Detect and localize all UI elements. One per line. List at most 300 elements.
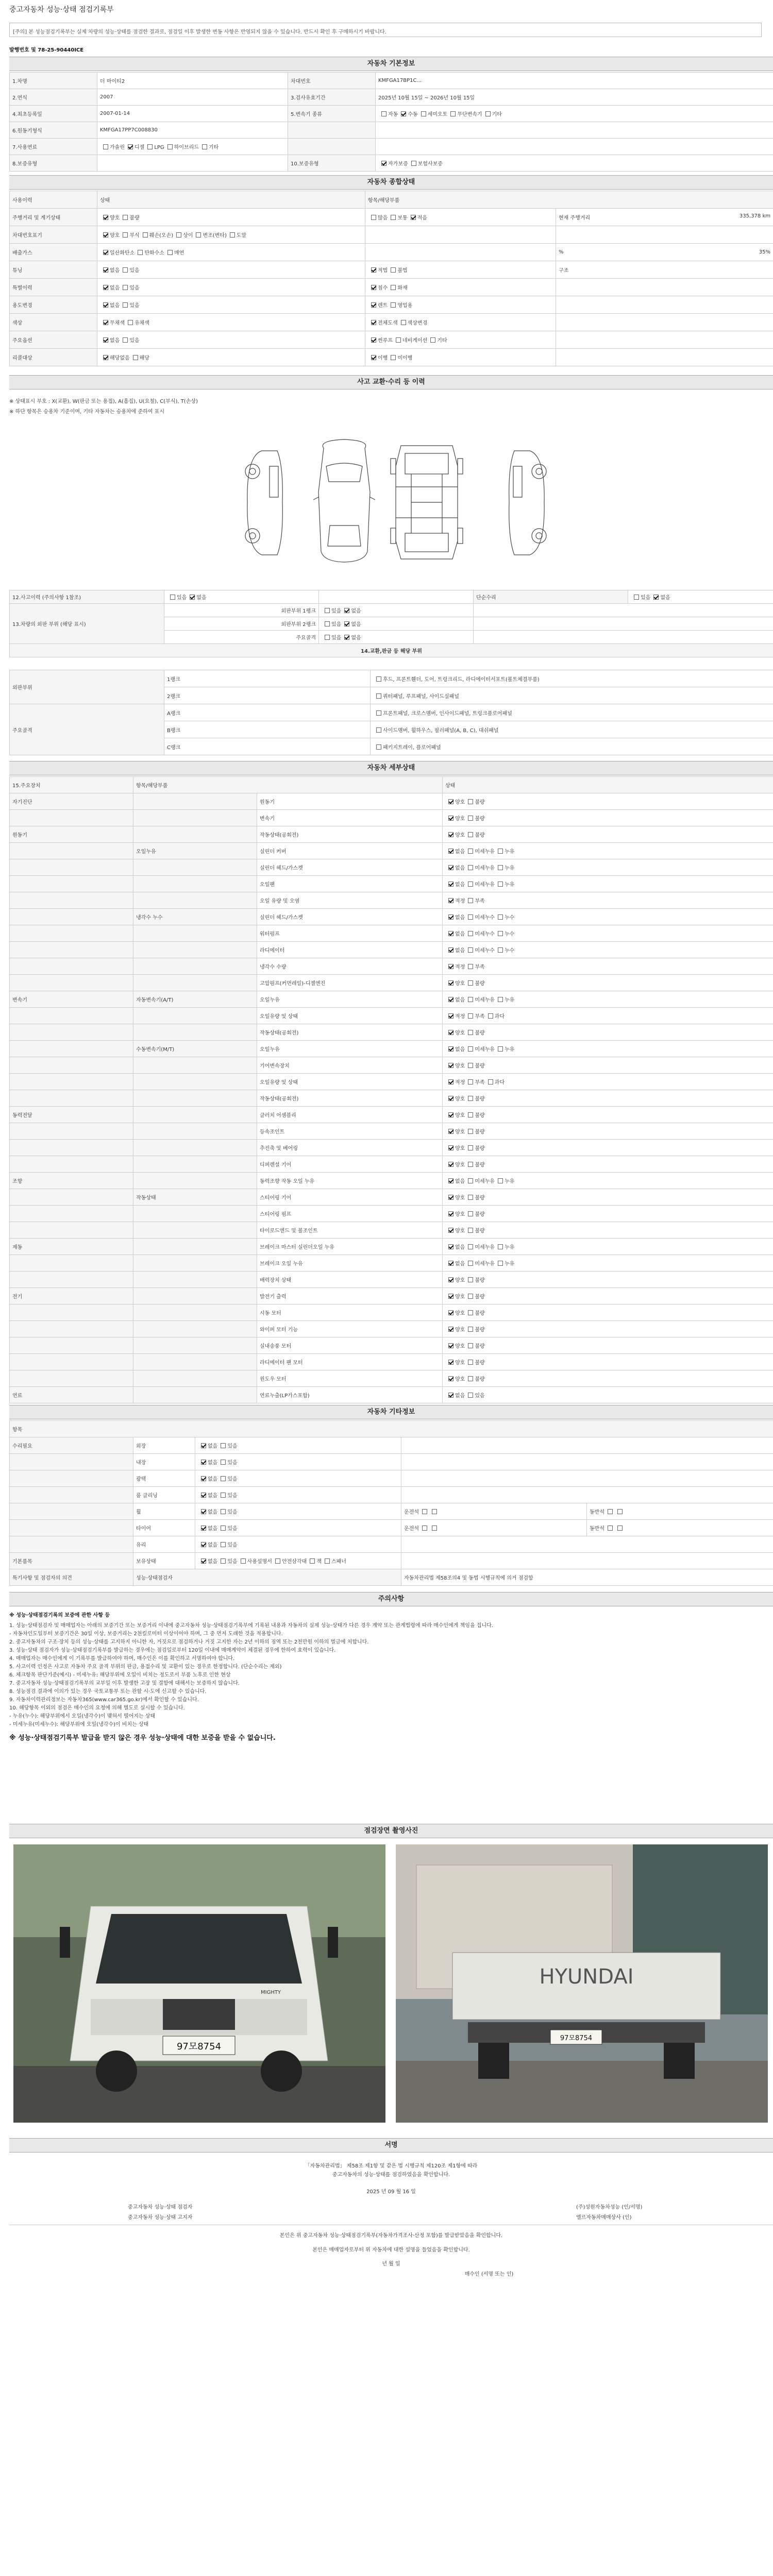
- option-label: 썬루프: [378, 338, 393, 344]
- checkbox: [468, 1343, 473, 1348]
- basic-value2: [376, 139, 773, 155]
- option-label: 없음: [455, 948, 465, 954]
- detail-group: [10, 1255, 133, 1272]
- detail-sub: [133, 1090, 257, 1107]
- checkbox: [123, 215, 128, 220]
- detail-item: 작동상태(공회전): [257, 826, 443, 843]
- detail-group: [10, 1304, 133, 1321]
- detail-row: [10, 1272, 773, 1288]
- detail-sub: [133, 1321, 257, 1337]
- option-label: 불량: [475, 1146, 485, 1151]
- parts-items: 패키지트레이, 플로어패널: [383, 744, 441, 751]
- detail-sub: 오일누유: [133, 843, 257, 859]
- col-head: 상태: [443, 777, 773, 793]
- checkbox: [488, 1013, 493, 1019]
- checkbox: [498, 1244, 503, 1249]
- option-label: 보험사보증: [417, 161, 443, 167]
- option-label: 불량: [475, 1294, 485, 1300]
- option-label: 없음: [208, 1477, 218, 1482]
- checkbox-checked: [103, 215, 108, 220]
- detail-row: [10, 810, 773, 826]
- other-item: 내장: [133, 1454, 195, 1470]
- rank-label: 외판부위 2랭크: [164, 617, 319, 631]
- detail-row: [10, 1387, 773, 1403]
- checkbox-checked: [201, 1558, 206, 1564]
- option-label: 없음: [110, 303, 120, 309]
- detail-item: 오일 유량 및 오염: [257, 892, 443, 909]
- basic-value: 2007: [97, 89, 288, 106]
- detail-item: 시동 모터: [257, 1304, 443, 1321]
- option-label: 없음: [455, 1179, 465, 1184]
- option-label: 침수: [378, 285, 388, 291]
- detail-row: [10, 1123, 773, 1140]
- detail-item: 클러치 어셈블리: [257, 1107, 443, 1123]
- option-label: 없음: [208, 1460, 218, 1466]
- checkbox: [468, 799, 473, 804]
- detail-sub: [133, 1272, 257, 1288]
- detail-sub: [133, 1255, 257, 1272]
- detail-sub: [133, 859, 257, 876]
- option-label: 도말: [236, 233, 247, 239]
- checkbox-checked: [448, 799, 453, 804]
- option-label: 과다: [494, 1080, 505, 1086]
- other-item: 외장: [133, 1437, 195, 1454]
- checkbox: [468, 1178, 473, 1183]
- detail-group: 자기진단: [10, 793, 133, 810]
- checkbox: [401, 320, 406, 325]
- option-label: 양호: [110, 215, 120, 221]
- option-label: 색상변경: [407, 320, 428, 326]
- option-label: 적정: [455, 1014, 465, 1020]
- option-label: 없음: [208, 1510, 218, 1515]
- checkbox: [468, 947, 473, 953]
- option-label: 없음: [455, 866, 465, 871]
- option-label: 안전삼각대: [281, 1559, 307, 1565]
- option-label: LPG: [154, 145, 164, 150]
- option-label: 이행: [378, 355, 388, 361]
- option-label: 미세누수: [475, 931, 495, 937]
- checkbox: [391, 302, 396, 308]
- checkbox-checked: [448, 1030, 453, 1035]
- checkbox-checked: [190, 595, 195, 600]
- other-item: 보유상태: [133, 1553, 195, 1569]
- detail-row: [10, 1288, 773, 1304]
- basic-value: 더 마이티2: [97, 73, 288, 89]
- detail-sub: [133, 892, 257, 909]
- checkbox: [376, 693, 381, 699]
- opinion-label2: 성능·상태점검자: [133, 1569, 401, 1586]
- detail-group: [10, 942, 133, 958]
- general-right-label: %: [559, 249, 564, 255]
- general-row: [10, 349, 773, 366]
- front-plate: 97모8754: [176, 2041, 222, 2052]
- option-label: 없음: [208, 1526, 218, 1532]
- option-label: 하이브리드: [174, 145, 199, 150]
- checkbox: [371, 215, 376, 220]
- checkbox: [617, 1509, 623, 1514]
- detail-row: [10, 1337, 773, 1354]
- photo-rear: [396, 1844, 768, 2123]
- checkbox-checked: [448, 1145, 453, 1150]
- checkbox: [221, 1526, 226, 1531]
- basic-value: 2007-01-14: [97, 106, 288, 122]
- exterior-parts-label: 13.차량의 외판 부위 (해당 표시): [10, 604, 164, 644]
- checkbox: [422, 1509, 427, 1514]
- option-label: 해당: [139, 355, 149, 361]
- option-label: 사용설명서: [247, 1559, 272, 1565]
- detail-group: [10, 843, 133, 859]
- option-label: 있음: [227, 1559, 238, 1565]
- buyer-signature: 매수인 (서명 또는 인): [464, 2272, 514, 2277]
- col-head: 항목: [10, 1421, 773, 1437]
- option-label: 과다: [494, 1014, 505, 1020]
- checkbox-checked: [201, 1509, 206, 1514]
- checkbox: [376, 744, 381, 750]
- option-label: 기타: [208, 145, 219, 150]
- checkbox-checked: [448, 947, 453, 953]
- detail-group: [10, 810, 133, 826]
- detail-row: [10, 1173, 773, 1189]
- option-label: 불법: [397, 268, 408, 274]
- checkbox: [468, 1145, 473, 1150]
- basic-label2: [288, 139, 376, 155]
- basic-row: [10, 155, 773, 172]
- option-label: 미세누유: [475, 882, 495, 888]
- option-label: 변조(변타): [203, 233, 227, 239]
- checkbox: [138, 250, 143, 255]
- caution-line: 5. 사고이력 인정은 사고로 자동차 주요 골격 부위의 판금, 용접수리 및 교환이 있는 경우로 한정합니다. (단순수리는 제외): [9, 1664, 282, 1670]
- option-label: 누유: [504, 882, 515, 888]
- checkbox: [468, 1195, 473, 1200]
- other-row: [10, 1487, 773, 1503]
- sign-statement-2: 중고자동차의 성능·상태를 점검하였음을 확인합니다.: [332, 2172, 450, 2178]
- option-label: 있음: [227, 1477, 238, 1482]
- checkbox: [498, 1178, 503, 1183]
- detail-sub: [133, 1173, 257, 1189]
- basic-label: 6.원동기형식: [10, 122, 97, 139]
- detail-group: [10, 1074, 133, 1090]
- option-label: 미세누유: [475, 1261, 495, 1267]
- checkbox: [468, 1360, 473, 1365]
- detail-item: 기어변속장치: [257, 1057, 443, 1074]
- option-label: 미이행: [397, 355, 413, 361]
- option-label: 불량: [475, 1212, 485, 1217]
- detail-item: 디퍼렌셜 기어: [257, 1156, 443, 1173]
- detail-group: 원동기: [10, 826, 133, 843]
- general-right-value: 35%: [759, 249, 770, 255]
- checkbox-checked: [448, 832, 453, 837]
- parts-row: [10, 704, 773, 721]
- simple-repair-options: 있음 없음: [628, 590, 773, 604]
- detail-group: 변속기: [10, 991, 133, 1008]
- other-group: [10, 1503, 133, 1520]
- general-status-table: [9, 191, 773, 366]
- front-badge: MIGHTY: [261, 1990, 281, 1995]
- detail-group: [10, 1008, 133, 1024]
- detail-sub: [133, 1370, 257, 1387]
- option-label: 없음: [110, 268, 120, 274]
- detail-group: [10, 1206, 133, 1222]
- detail-group: 조향: [10, 1173, 133, 1189]
- option-label: 양호: [455, 1311, 465, 1316]
- checkbox-checked: [448, 1079, 453, 1084]
- option-label: 양호: [455, 816, 465, 822]
- checkbox-checked: [448, 1228, 453, 1233]
- parts-items: 프론트패널, 크로스멤버, 인사이드패널, 트렁크플로어패널: [383, 710, 512, 717]
- detail-row: [10, 859, 773, 876]
- option-label: 기타: [437, 338, 447, 344]
- detail-item: 오일누유: [257, 1041, 443, 1057]
- checkbox: [498, 865, 503, 870]
- caution-line: 1. 성능·상태점검자 및 매매업자는 아래의 보증기간 또는 보증거리 이내에 중고자동차 성능·상태점검기록부에 기록된 내용과 자동차의 실제 성능·상태가 다른 경우 계약 또는 관계법령에 따라 매수인에게 책임을 집니다.: [9, 1623, 493, 1629]
- option-label: 세미오토: [427, 112, 448, 117]
- option-label: 양호: [455, 1030, 465, 1036]
- section-detailed-status: 자동차 세부상태: [9, 761, 773, 775]
- checkbox: [608, 1526, 613, 1531]
- caution-line: - 미세누유(미세누수): 해당부위에 오일(냉각수)이 비치는 상태: [9, 1722, 149, 1727]
- option-label: 매연: [174, 250, 184, 256]
- checkbox-checked: [103, 302, 108, 308]
- detail-row: [10, 1304, 773, 1321]
- parts-rank: 2랭크: [164, 687, 371, 704]
- checkbox: [391, 355, 396, 360]
- detail-item: 라디에이터 팬 모터: [257, 1354, 443, 1370]
- option-label: 불량: [475, 816, 485, 822]
- checkbox: [617, 1526, 623, 1531]
- checkbox: [123, 285, 128, 290]
- option-label: 없음: [110, 285, 120, 291]
- option-label: 불량: [475, 1113, 485, 1118]
- detail-row: [10, 1140, 773, 1156]
- checkbox-checked: [448, 849, 453, 854]
- document-number: 발행번호 및 78-25-90440ICE: [9, 47, 84, 53]
- checkbox: [230, 232, 235, 238]
- checkbox: [498, 914, 503, 920]
- checkbox-checked: [103, 267, 108, 273]
- checkbox: [498, 882, 503, 887]
- notice-box: [주의] 본 성능점검기록부는 실제 차량의 성능·상태를 점검한 결과로, 점검일 이후 발생한 변동 사항은 반영되지 않을 수 있습니다. 반드시 확인 후 구매하시기 바랍니다.: [9, 23, 762, 37]
- checkbox: [468, 964, 473, 969]
- section-other-info: 자동차 기타정보: [9, 1405, 773, 1419]
- option-label: 있음: [227, 1543, 238, 1548]
- checkbox: [196, 232, 201, 238]
- checkbox: [432, 1509, 437, 1514]
- general-label: 주행거리 및 계기상태: [10, 209, 97, 226]
- checkbox: [325, 1558, 330, 1564]
- checkbox: [498, 947, 503, 953]
- other-item: 룸 클리닝: [133, 1487, 195, 1503]
- other-row: [10, 1553, 773, 1569]
- detail-item: 배력장치 상태: [257, 1272, 443, 1288]
- detail-row: [10, 793, 773, 810]
- checkbox: [468, 816, 473, 821]
- checkbox: [485, 111, 491, 116]
- checkbox: [468, 997, 473, 1002]
- option-label: 미세누유: [475, 1047, 495, 1053]
- rank-label: 주요골격: [164, 631, 319, 644]
- detail-group: [10, 1123, 133, 1140]
- checkbox: [468, 1277, 473, 1282]
- checkbox: [608, 1509, 613, 1514]
- checkbox: [221, 1558, 226, 1564]
- option-label: 있음: [129, 268, 140, 274]
- general-label: 색상: [10, 314, 97, 331]
- detail-sub: 냉각수 누수: [133, 909, 257, 925]
- option-label: 없음: [455, 882, 465, 888]
- option-label: 누유: [504, 997, 515, 1003]
- checkbox-checked: [371, 302, 376, 308]
- checkbox-checked: [448, 1360, 453, 1365]
- option-label: 적정: [455, 899, 465, 904]
- other-item: 유리: [133, 1536, 195, 1553]
- general-label: 용도변경: [10, 296, 97, 314]
- option-label: 누수: [504, 931, 515, 937]
- checkbox-checked: [448, 1046, 453, 1052]
- cautions-heading: ※ 성능·상태점검기록의 보증에 관한 사항 등: [9, 1613, 110, 1618]
- checkbox: [310, 1558, 315, 1564]
- parts-rank: A랭크: [164, 704, 371, 721]
- checkbox-checked: [448, 1112, 453, 1117]
- other-row: [10, 1437, 773, 1454]
- detail-row: [10, 1255, 773, 1272]
- detailed-status-table: [9, 776, 773, 1403]
- detail-item: 워터펌프: [257, 925, 443, 942]
- checkbox-checked: [448, 1195, 453, 1200]
- option-label: 수동: [408, 112, 418, 117]
- option-label: 양호: [455, 1278, 465, 1283]
- option-label: 불량: [475, 1162, 485, 1168]
- notifier-name: 엘르자동차매매상사 (인): [576, 2215, 632, 2221]
- basic-label: 2.연식: [10, 89, 97, 106]
- checkbox: [103, 144, 108, 149]
- checkbox-checked: [448, 1327, 453, 1332]
- option-label: 누유: [504, 849, 515, 855]
- checkbox-checked: [201, 1542, 206, 1547]
- other-row: [10, 1503, 773, 1520]
- general-row: [10, 314, 773, 331]
- other-row: [10, 1520, 773, 1536]
- option-label: 누유: [504, 1261, 515, 1267]
- option-label: 가솔린: [110, 145, 125, 150]
- checkbox: [123, 267, 128, 273]
- option-label: 미세누유: [475, 866, 495, 871]
- checkbox: [432, 1526, 437, 1531]
- option-label: 있음: [227, 1493, 238, 1499]
- checkbox-checked: [448, 1063, 453, 1068]
- basic-row: [10, 106, 773, 122]
- checkbox: [391, 285, 396, 290]
- simple-repair-label: 단순수리: [474, 590, 628, 604]
- detail-row: [10, 1057, 773, 1074]
- basic-info-table: [9, 72, 773, 172]
- checkbox: [498, 849, 503, 854]
- checkbox-checked: [381, 161, 386, 166]
- checkbox: [468, 1046, 473, 1052]
- receipt-statement-1: 본인은 위 중고자동차 성능·상태점검기록부(자동차가격조사·산정 포함)를 발급받았음을 확인합니다.: [279, 2233, 503, 2239]
- basic-row: [10, 122, 773, 139]
- opinion-label: 특기사항 및 점검자의 의견: [10, 1569, 133, 1586]
- detail-item: 원동기: [257, 793, 443, 810]
- option-label: 없음: [455, 849, 465, 855]
- basic-row: [10, 73, 773, 89]
- other-group: [10, 1487, 133, 1503]
- accident-legend-2: ※ 하단 항목은 승용차 기준이며, 기타 자동차는 승용차에 준하여 표시: [9, 409, 164, 415]
- inspection-document: [9, 0, 773, 2576]
- option-label: 양호: [455, 1096, 465, 1102]
- checkbox: [498, 1046, 503, 1052]
- checkbox-checked: [448, 1096, 453, 1101]
- general-row: [10, 244, 773, 261]
- detail-sub: [133, 793, 257, 810]
- detail-sub: [133, 975, 257, 991]
- parts-rank: B랭크: [164, 721, 371, 738]
- checkbox-checked: [103, 355, 108, 360]
- option-label: 있음: [227, 1526, 238, 1532]
- option-label: 누유: [504, 1047, 515, 1053]
- checkbox: [133, 355, 138, 360]
- detail-sub: 작동상태: [133, 1189, 257, 1206]
- option-label: 불량: [475, 1063, 485, 1069]
- detail-item: 고압펌프(커먼레일)-디젤엔진: [257, 975, 443, 991]
- checkbox-checked: [448, 997, 453, 1002]
- detail-item: 연료누출(LP가스포함): [257, 1387, 443, 1403]
- caution-line: 2. 중고자동차의 구조·장치 등의 성능·상태를 고지하지 아니한 자, 거짓으로 점검하거나 거짓 고지한 자는 2년 이하의 징역 또는 2천만원 이하의 벌금에 처합니다.: [9, 1639, 369, 1645]
- detail-sub: [133, 1222, 257, 1239]
- underbody-view: [391, 446, 463, 559]
- option-label: 기타: [492, 112, 502, 117]
- checkbox-checked: [344, 608, 349, 613]
- detail-item: 실린더 커버: [257, 843, 443, 859]
- option-label: 상이: [183, 233, 193, 239]
- checkbox-checked: [448, 898, 453, 903]
- option-label: 불량: [475, 1360, 485, 1366]
- top-view: [313, 439, 375, 562]
- checkbox-checked: [201, 1493, 206, 1498]
- other-row: [10, 1454, 773, 1470]
- option-label: 화재: [397, 285, 408, 291]
- checkbox: [123, 232, 128, 238]
- option-label: 네비게이션: [402, 338, 428, 344]
- detail-item: 오일유량 및 상태: [257, 1074, 443, 1090]
- general-label: 주요옵션: [10, 331, 97, 349]
- general-right-label: 현재 주행거리: [559, 215, 591, 221]
- option-label: 미세누수: [475, 948, 495, 954]
- detail-sub: [133, 1107, 257, 1123]
- checkbox-checked: [448, 1376, 453, 1381]
- option-label: 일산화탄소: [110, 250, 135, 256]
- left-side-view: [245, 451, 282, 555]
- option-label: 없음: [455, 1393, 465, 1399]
- rank-label: 외판부위 1랭크: [164, 604, 319, 617]
- detail-row: [10, 826, 773, 843]
- checkbox-checked: [448, 1162, 453, 1167]
- detail-row: [10, 1222, 773, 1239]
- other-row: [10, 1536, 773, 1553]
- option-label: 양호: [455, 1228, 465, 1234]
- detail-row: [10, 892, 773, 909]
- option-label: 무채색: [110, 320, 125, 326]
- checkbox-checked: [448, 980, 453, 986]
- detail-group: [10, 1189, 133, 1206]
- option-label: 훼손(오손): [149, 233, 174, 239]
- detail-sub: [133, 925, 257, 942]
- option-label: 없음: [455, 1245, 465, 1250]
- option-label: 부족: [475, 964, 485, 970]
- general-right-label: 구조: [559, 268, 569, 274]
- detail-item: 추진축 및 베어링: [257, 1140, 443, 1156]
- checkbox: [221, 1542, 226, 1547]
- detail-item: 윈도우 모터: [257, 1370, 443, 1387]
